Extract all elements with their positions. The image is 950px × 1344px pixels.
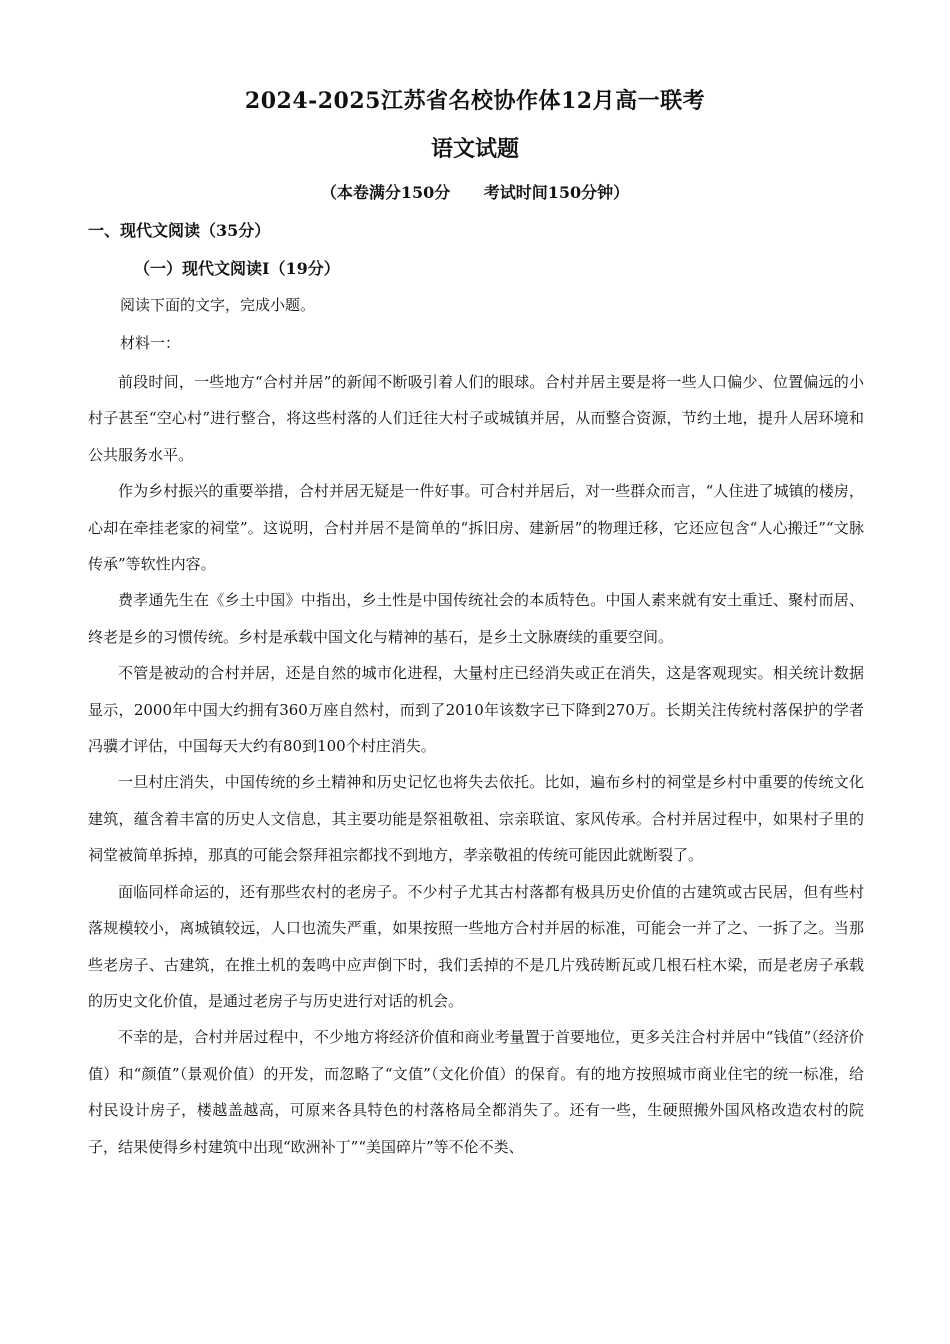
passage-paragraph: 作为乡村振兴的重要举措，合村并居无疑是一件好事。可合村并居后，对一些群众而言，“人住进了城镇的楼房，心却在牵挂老家的祠堂”。这说明，合村并居不是简单的“拆旧房、建新居”的物理迁移，它还应包含“人心搬迁”“文脉传承”等软性内容。 (88, 482, 864, 574)
passage-paragraph: 一旦村庄消失，中国传统的乡土精神和历史记忆也将失去依托。比如，遍布乡村的祠堂是乡村中重要的传统文化建筑，蕴含着丰富的历史人文信息，其主要功能是祭祖敬祖、宗亲联谊、家风传承。合村并居过程中，如果村子里的祠堂被简单拆掉，那真的可能会祭拜祖宗都找不到地方，孝亲敬祖的传统可能因此就断裂了。 (88, 773, 864, 865)
passage-paragraph: 前段时间，一些地方“合村并居”的新闻不断吸引着人们的眼球。合村并居主要是将一些人口偏少、位置偏远的小村子甚至“空心村”进行整合，将这些村落的人们迁往大村子或城镇并居，从而整合资源，节约土地，提升人居环境和公共服务水平。 (88, 373, 864, 464)
exam-title: 2024-2025江苏省名校协作体12月高一联考 (244, 88, 706, 114)
subsection-heading: （一）现代文阅读Ⅰ（19分） (134, 259, 340, 278)
passage-paragraph: 费孝通先生在《乡土中国》中指出，乡土性是中国传统社会的本质特色。中国人素来就有安土重迁、聚村而居、终老是乡的习惯传统。乡村是承载中国文化与精神的基石，是乡土文脉赓续的重要空间。 (88, 591, 864, 646)
instruction-text: 阅读下面的文字，完成小题。 (120, 296, 316, 314)
exam-subject: 语文试题 (430, 136, 519, 162)
material-label: 材料一： (120, 334, 181, 352)
passage-paragraph: 面临同样命运的，还有那些农村的老房子。不少村子尤其古村落都有极具历史价值的古建筑或古民居，但有些村落规模较小，离城镇较远，人口也流失严重，如果按照一些地方合村并居的标准，可能会一并了之、一拆了之。当那些老房子、古建筑，在推土机的轰鸣中应声倒下时，我们丢掉的不是几片残砖断瓦或几根石柱木梁，而是老房子承载的历史文化价值，是通过老房子与历史进行对话的机会。 (88, 882, 864, 1010)
reading-passage (88, 364, 864, 1165)
section-heading: 一、现代文阅读（35分） (88, 221, 271, 240)
exam-meta: （本卷满分150分 考试时间150分钟） (320, 183, 630, 202)
passage-paragraph: 不管是被动的合村并居，还是自然的城市化进程，大量村庄已经消失或正在消失，这是客观现实。相关统计数据显示，2000年中国大约拥有360万座自然村，而到了2010年该数字已下降到270万。长期关注传统村落保护的学者冯骥才评估，中国每天大约有80到100个村庄消失。 (88, 664, 864, 756)
passage-paragraph: 不幸的是，合村并居过程中，不少地方将经济价值和商业考量置于首要地位，更多关注合村并居中“钱值”（经济价值）和“颜值”（景观价值）的开发，而忽略了“文值”（文化价值）的保育。有的地方按照城市商业住宅的统一标准，给村民设计房子，楼越盖越高，可原来各具特色的村落格局全都消失了。还有一些，生硬照搬外国风格改造农村的院子，结果使得乡村建筑中出现“欧洲补丁”“美国碎片”等不伦不类、 (88, 1028, 864, 1156)
